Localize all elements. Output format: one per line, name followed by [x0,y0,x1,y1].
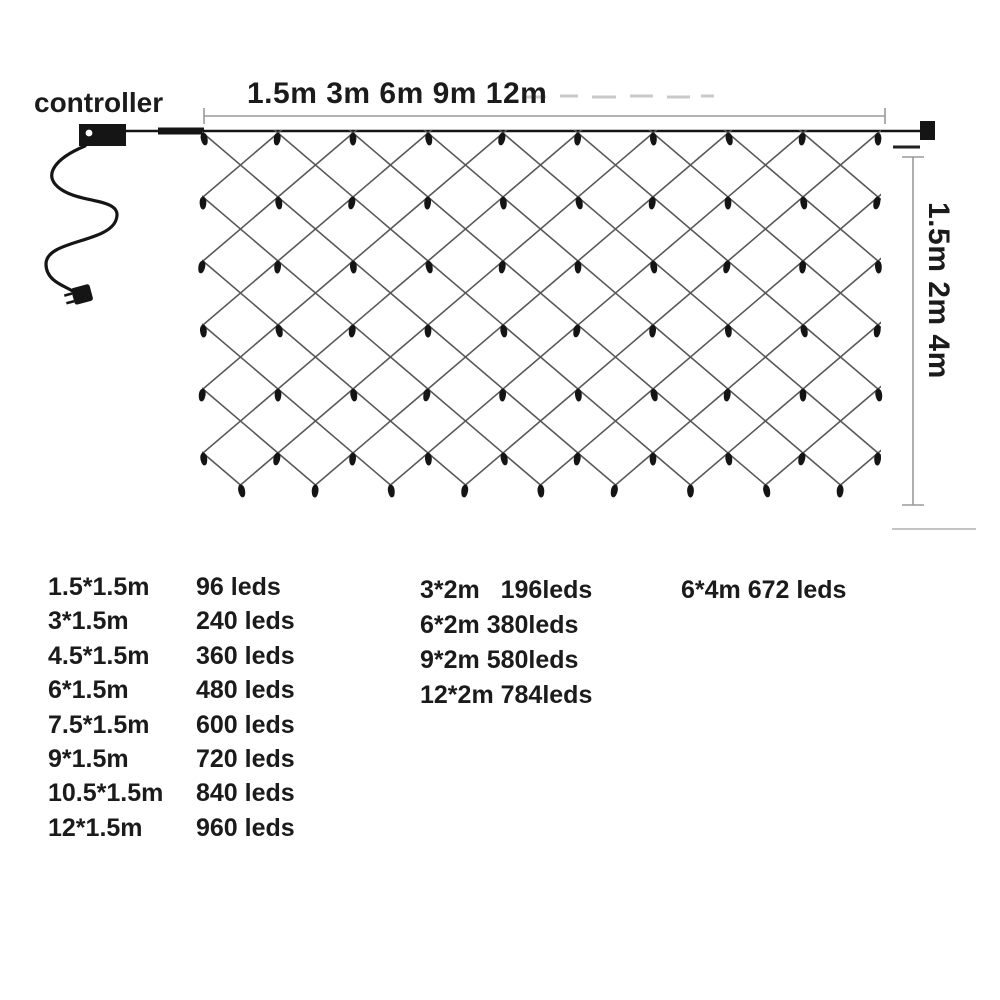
spec-led-count: 840 leds [196,779,295,808]
spec-row: 3*2m 196leds [420,576,593,604]
controller-box [79,124,126,146]
led-bulb [650,453,657,466]
spec-column-height-1-5m [48,570,295,845]
led-bulb [200,324,208,337]
spec-size: 3*1.5m [48,607,129,636]
led-bulb [200,452,209,466]
spec-led-count: 600 leds [196,710,295,739]
led-bulb [575,261,582,274]
spec-size: 1.5*1.5m [48,573,150,601]
spec-row: 6*2m 380leds [420,611,579,639]
spec-led-count: 480 leds [196,676,295,705]
spec-row [48,570,295,604]
spec-led-count: 960 leds [196,813,295,842]
end-connector [920,121,935,140]
power-cord [46,146,117,292]
led-bulb [537,484,545,497]
controller-label: controller [34,87,164,118]
net-line [0,101,316,517]
spec-row: 6*4m 672 leds [681,576,847,604]
spec-row [48,673,295,707]
faded-watermark-marks [522,96,714,97]
net-line [0,101,353,517]
led-bulbs [197,132,883,498]
led-bulb [725,197,732,210]
spec-led-count: 360 leds [196,641,295,670]
spec-row [48,776,295,810]
spec-column-height-4m [681,573,846,608]
led-bulb [311,484,319,497]
led-bulb [836,484,844,497]
net-line [0,101,278,517]
led-bulb [687,485,694,498]
spec-led-count: 720 leds [196,744,295,773]
spec-size: 6*1.5m [48,676,129,705]
led-bulb [387,484,396,498]
led-bulb [275,389,282,402]
spec-row [48,811,295,845]
led-bulb [350,133,357,146]
spec-size: 12*1.5m [48,813,143,842]
net-height-dimension-label: 1.5m 2m 4m [922,202,955,379]
spec-size: 9*1.5m [48,744,129,773]
spec-size: 4.5*1.5m [48,641,150,670]
spec-row [48,742,295,776]
spec-led-count: 96 leds [196,573,281,601]
net-line [728,101,1000,517]
net-mesh [0,101,1000,517]
led-bulb [200,197,207,210]
spec-led-count: 240 leds [196,607,295,636]
controller-indicator [86,130,93,137]
spec-row [48,604,295,638]
plug-prong [66,301,74,303]
spec-row [48,708,295,742]
main-wire [108,121,935,140]
spec-column-height-2m [420,573,592,713]
spec-size: 10.5*1.5m [48,779,164,808]
spec-row [48,639,295,673]
led-bulb [425,325,432,338]
net-width-dimension-label: 1.5m 3m 6m 9m 12m [247,77,548,110]
led-bulb [875,133,882,146]
net-line [803,101,1000,517]
led-bulb [800,389,807,402]
net-line [53,101,541,517]
spec-row: 12*2m 784leds [420,681,593,709]
spec-size: 7.5*1.5m [48,710,150,739]
net-line [0,101,466,517]
led-bulb [460,484,469,498]
spec-row: 9*2m 580leds [420,646,579,674]
net-line [0,101,428,517]
plug-prong [64,293,72,295]
